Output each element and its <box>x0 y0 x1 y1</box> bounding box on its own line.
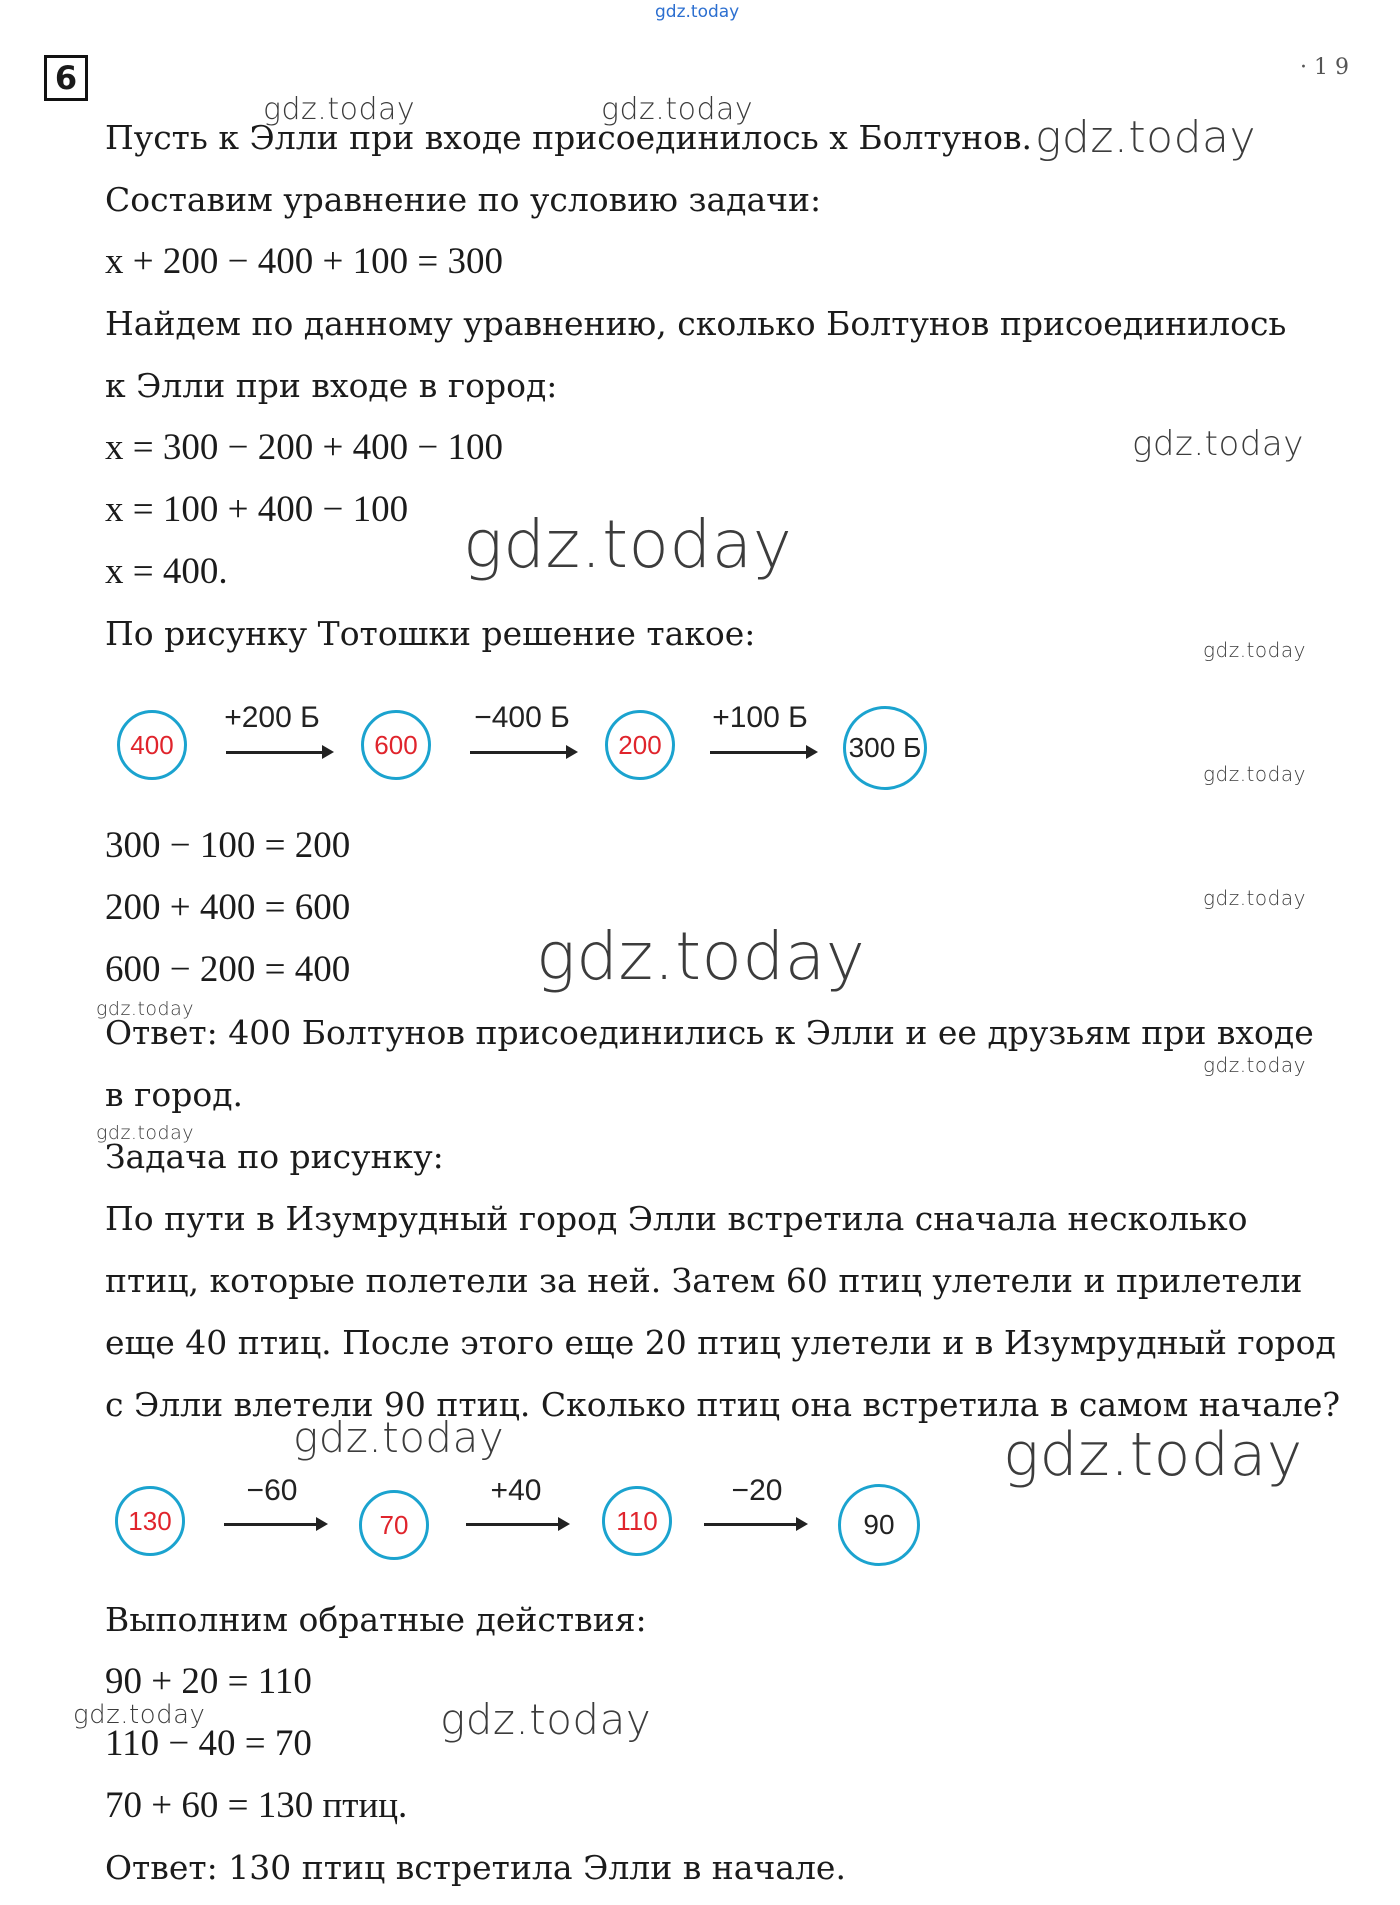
text-line-6: Задача по рисунку: <box>105 1137 444 1176</box>
node-400: 400 <box>117 710 187 780</box>
node-130: 130 <box>115 1486 185 1556</box>
arrow-3 <box>710 751 814 754</box>
node-70: 70 <box>359 1490 429 1560</box>
text-line-3: Найдем по данному уравнению, сколько Болтунов присоединилось <box>105 304 1287 343</box>
problem-line-3: еще 40 птиц. После этого еще 20 птиц улетели и в Изумрудный город <box>105 1323 1336 1362</box>
equation-8: 90 + 20 = 110 <box>105 1661 312 1702</box>
text-line-7: Выполним обратные действия: <box>105 1600 647 1639</box>
answer-1-cont: в город. <box>105 1075 244 1114</box>
arrow-2 <box>470 751 574 754</box>
equation-7: 600 − 200 = 400 <box>105 949 351 990</box>
watermark: gdz.today <box>463 506 793 583</box>
equation-1: x + 200 − 400 + 100 = 300 <box>105 241 503 282</box>
text-line-4: к Элли при входе в город: <box>105 366 558 405</box>
equation-9: 110 − 40 = 70 <box>105 1723 312 1764</box>
answer-2: Ответ: 130 птиц встретила Элли в начале. <box>105 1848 846 1887</box>
watermark: gdz.today <box>1003 1420 1303 1490</box>
problem-line-2: птиц, которые полетели за ней. Затем 60 птиц улетели и прилетели <box>105 1261 1303 1300</box>
text-line-1: Пусть к Элли при входе присоединилось x Болтунов. <box>105 118 1033 157</box>
watermark: gdz.today <box>1203 762 1306 786</box>
node-300: 300 Б <box>843 706 927 790</box>
equation-3: x = 100 + 400 − 100 <box>105 489 409 530</box>
arrow-label-minus400: −400 Б <box>474 701 570 734</box>
watermark: gdz.today <box>601 92 754 127</box>
equation-6: 200 + 400 = 600 <box>105 887 351 928</box>
arrow-label-minus20: −20 <box>731 1474 783 1507</box>
watermark: gdz.today <box>440 1695 652 1744</box>
node-200: 200 <box>605 710 675 780</box>
arrow-4 <box>224 1523 324 1526</box>
text-line-5: По рисунку Тотошки решение такое: <box>105 614 756 653</box>
watermark: gdz.today <box>96 998 194 1020</box>
watermark: gdz.today <box>293 1413 505 1462</box>
watermark: gdz.today <box>1203 638 1306 662</box>
corner-mark: · 1 9 <box>1300 55 1349 80</box>
watermark: gdz.today <box>1203 886 1306 910</box>
answer-1: Ответ: 400 Болтунов присоединились к Элли и ее друзьям при входе <box>105 1013 1314 1052</box>
arrow-label-plus200: +200 Б <box>224 701 320 734</box>
arrow-label-plus100: +100 Б <box>712 701 808 734</box>
node-600: 600 <box>361 710 431 780</box>
node-110: 110 <box>602 1486 672 1556</box>
equation-5: 300 − 100 = 200 <box>105 825 351 866</box>
arrow-label-plus40: +40 <box>490 1474 542 1507</box>
watermark: gdz.today <box>1132 424 1304 464</box>
watermark: gdz.today <box>1035 112 1257 163</box>
problem-line-1: По пути в Изумрудный город Элли встретила сначала несколько <box>105 1199 1248 1238</box>
node-90: 90 <box>838 1484 920 1566</box>
watermark: gdz.today <box>1203 1053 1306 1077</box>
top-watermark: gdz.today <box>655 2 740 22</box>
problem-line-4: с Элли влетели 90 птиц. Сколько птиц она встретила в самом начале? <box>105 1385 1341 1424</box>
task-number: 6 <box>44 55 88 101</box>
text-line-2: Составим уравнение по условию задачи: <box>105 180 822 219</box>
equation-2: x = 300 − 200 + 400 − 100 <box>105 427 503 468</box>
watermark: gdz.today <box>263 92 416 127</box>
arrow-1 <box>226 751 330 754</box>
equation-10: 70 + 60 = 130 птиц. <box>105 1785 408 1826</box>
watermark: gdz.today <box>96 1122 194 1144</box>
arrow-label-minus60: −60 <box>246 1474 298 1507</box>
watermark: gdz.today <box>536 918 866 995</box>
arrow-5 <box>466 1523 566 1526</box>
watermark: gdz.today <box>73 1700 206 1730</box>
equation-4: x = 400. <box>105 551 228 592</box>
arrow-6 <box>704 1523 804 1526</box>
